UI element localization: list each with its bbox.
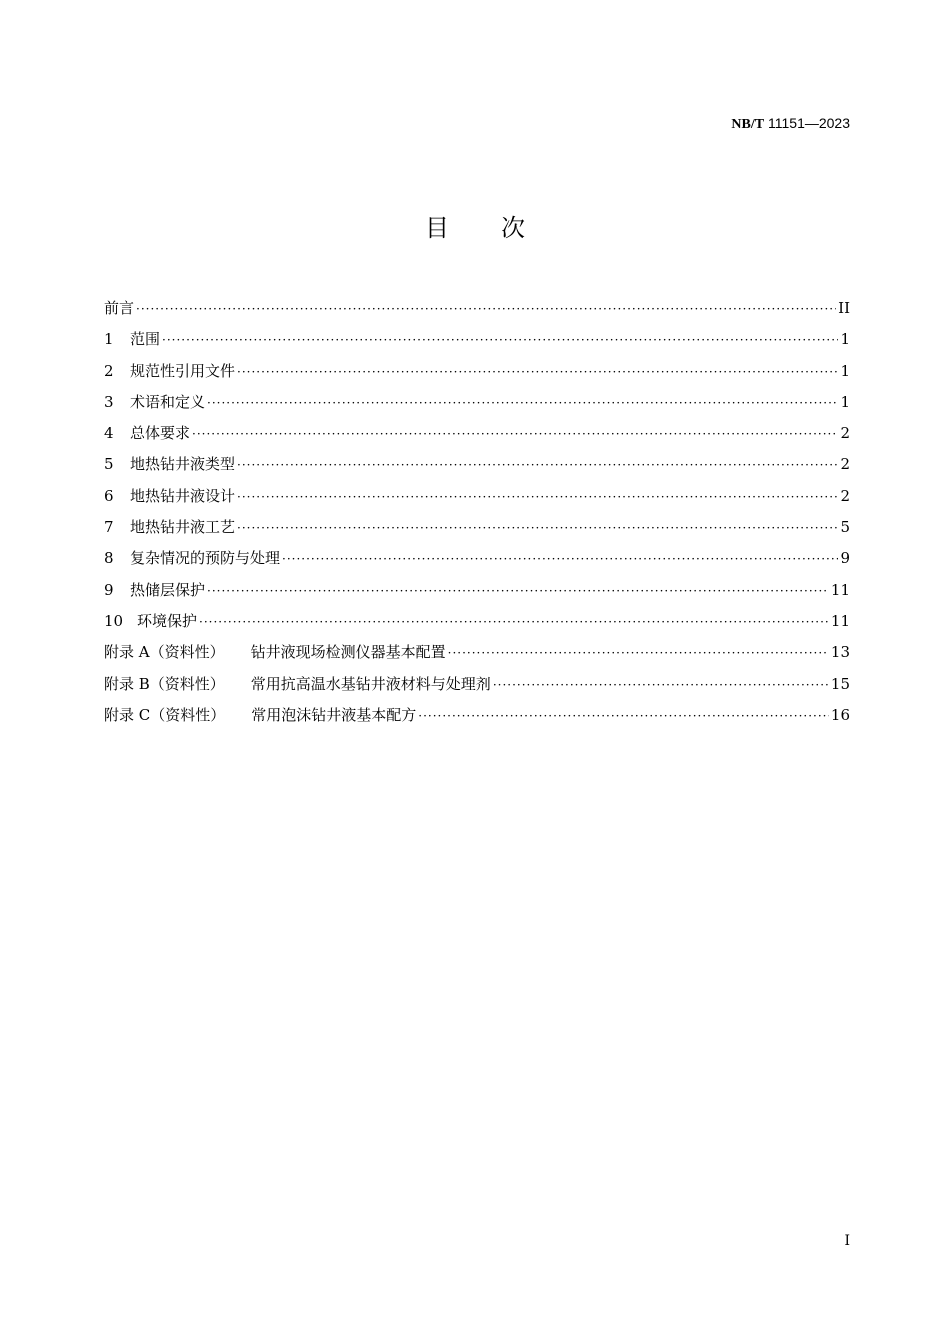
leader-dots (162, 333, 838, 347)
leader-dots (282, 552, 838, 566)
leader-dots (136, 302, 836, 316)
toc-entry-label: 环境保护 (137, 611, 198, 630)
toc-entry-page: 11 (830, 611, 850, 630)
page-number: I (844, 1233, 850, 1249)
toc-entry-label: 钻井液现场检测仪器基本配置 (250, 643, 446, 662)
toc-entry-page: 9 (840, 549, 850, 568)
toc-entry-page: 15 (830, 674, 850, 693)
leader-dots (237, 490, 838, 504)
toc-appendix-number: 附录 B（资料性） (104, 674, 225, 693)
toc-entry-label: 地热钻井液设计 (130, 486, 236, 505)
toc-entry-number: 2 (104, 361, 114, 380)
toc-entry-page: 11 (830, 580, 850, 599)
toc-entry-number: 9 (104, 580, 114, 599)
leader-dots (207, 584, 829, 598)
toc-entry-number: 3 (104, 392, 114, 411)
toc-entry-appendix-a[interactable] (104, 641, 850, 672)
toc-entry-page: 2 (840, 424, 850, 443)
toc-entry-label: 常用泡沫钻井液基本配方 (251, 705, 417, 724)
toc-entry-page: 1 (840, 361, 850, 380)
toc-entry-page: 2 (840, 486, 850, 505)
leader-dots (237, 458, 838, 472)
leader-dots (199, 615, 829, 629)
toc-entry-8[interactable] (104, 547, 850, 578)
standard-number (731, 115, 850, 133)
toc-entry-4[interactable] (104, 422, 850, 453)
toc-appendix-number: 附录 C（资料性） (104, 705, 226, 724)
toc-entry-label: 总体要求 (130, 424, 191, 443)
toc-entry-number: 10 (104, 611, 124, 630)
leader-dots (237, 521, 838, 535)
toc-entry-label: 范围 (130, 330, 161, 349)
toc-entry-page: 13 (830, 643, 850, 662)
leader-dots (207, 396, 838, 410)
toc-entry-page: 5 (840, 518, 850, 537)
standard-prefix: NB/T (731, 117, 765, 132)
title-char-1: 目 (425, 214, 449, 242)
toc-entry-label: 地热钻井液工艺 (130, 518, 236, 537)
toc-entry-label: 地热钻井液类型 (130, 455, 236, 474)
toc-entry-number: 6 (104, 486, 114, 505)
leader-dots (418, 709, 829, 723)
toc-entry-1[interactable] (104, 328, 850, 359)
toc-entry-5[interactable] (104, 453, 850, 484)
toc-entry-label: 常用抗高温水基钻井液材料与处理剂 (250, 674, 491, 693)
toc-entry-10[interactable] (104, 610, 850, 641)
toc-entry-page: 1 (840, 330, 850, 349)
toc-entry-page: II (838, 299, 850, 317)
toc-entry-number: 7 (104, 518, 114, 537)
toc-entry-number: 1 (104, 330, 114, 349)
toc-entry-9[interactable] (104, 579, 850, 610)
leader-dots (448, 646, 829, 660)
toc-entry-foreword[interactable] (104, 297, 850, 328)
toc-entry-6[interactable] (104, 485, 850, 516)
toc-entry-label: 规范性引用文件 (130, 361, 236, 380)
toc-entry-page: 16 (830, 705, 850, 724)
toc-entry-number: 5 (104, 455, 114, 474)
toc-entry-label: 复杂情况的预防与处理 (130, 549, 281, 568)
leader-dots (493, 678, 829, 692)
toc-entry-page: 1 (840, 392, 850, 411)
toc-entry-label: 术语和定义 (130, 392, 206, 411)
toc-entry-appendix-c[interactable] (104, 704, 850, 735)
toc-entry-number: 4 (104, 424, 114, 443)
toc-entry-page: 2 (840, 455, 850, 474)
toc-entry-number: 8 (104, 549, 114, 568)
toc-entry-3[interactable] (104, 391, 850, 422)
toc-entry-7[interactable] (104, 516, 850, 547)
toc-entry-label: 前言 (104, 299, 135, 317)
toc-entry-2[interactable] (104, 360, 850, 391)
toc-appendix-number: 附录 A（资料性） (104, 643, 225, 662)
title-char-2: 次 (501, 214, 525, 242)
table-of-contents (104, 297, 850, 735)
leader-dots (192, 427, 838, 441)
standard-code: 11151—2023 (764, 115, 850, 131)
leader-dots (237, 365, 838, 379)
page-title (0, 208, 950, 243)
toc-entry-appendix-b[interactable] (104, 673, 850, 704)
toc-entry-label: 热储层保护 (130, 580, 206, 599)
